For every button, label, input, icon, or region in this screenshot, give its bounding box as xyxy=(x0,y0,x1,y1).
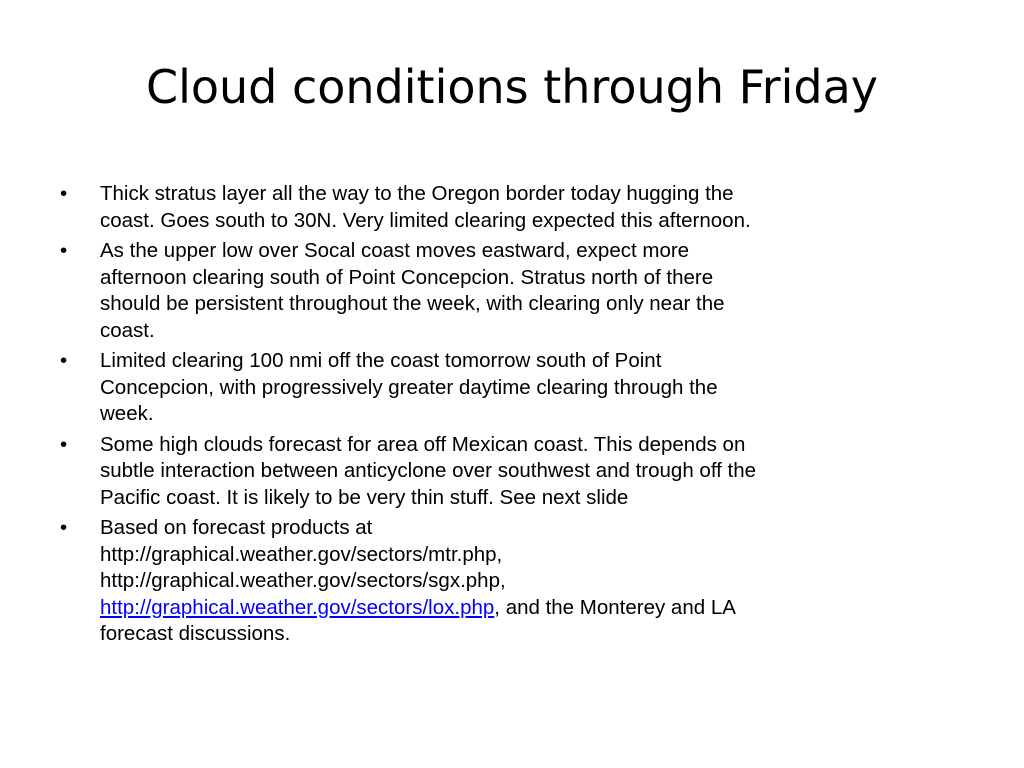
bullet-item xyxy=(60,181,965,234)
bullet-icon: • xyxy=(60,432,68,456)
slide-title: Cloud conditions through Friday xyxy=(145,60,879,114)
bullet-line: As the upper low over Socal coast moves eastward, expect more xyxy=(100,239,690,262)
bullet-line: Concepcion, with progressively greater daytime clearing through the xyxy=(100,375,718,399)
bullet-line: coast. Goes south to 30N. Very limited clearing expected this afternoon. xyxy=(100,208,751,232)
bullet-icon: • xyxy=(60,182,68,205)
bullet-line: subtle interaction between anticyclone over southwest and trough off the xyxy=(100,459,757,482)
bullet-line: Some high clouds forecast for area off Mexican coast. This depends on xyxy=(100,432,746,456)
bullet-icon: • xyxy=(60,239,68,262)
bullet-line: coast. xyxy=(100,318,155,342)
bullet-line: Based on forecast products at xyxy=(100,516,373,539)
bullet-line: afternoon clearing south of Point Concepcion. Stratus north of there xyxy=(100,265,714,289)
bullet-line: http://graphical.weather.gov/sectors/mtr.php, xyxy=(100,542,503,566)
bullet-icon: • xyxy=(60,349,68,372)
bullet-line: forecast discussions. xyxy=(100,622,291,645)
bullet-line-tail: , and the Monterey and LA xyxy=(494,595,736,619)
bullet-item xyxy=(60,348,965,428)
bullet-line: http://graphical.weather.gov/sectors/sgx.php, xyxy=(100,569,506,592)
bullet-line: Pacific coast. It is likely to be very thin stuff. See next slide xyxy=(100,485,629,509)
bullet-line: should be persistent throughout the week, with clearing only near the xyxy=(100,292,725,315)
lox-forecast-link[interactable]: http://graphical.weather.gov/sectors/lox.php xyxy=(100,595,495,619)
bullet-line: Thick stratus layer all the way to the Oregon border today hugging the xyxy=(100,182,734,205)
bullet-item xyxy=(60,238,965,344)
bullet-line: week. xyxy=(100,402,154,425)
bullet-line: Limited clearing 100 nmi off the coast tomorrow south of Point xyxy=(100,349,662,372)
bullet-icon: • xyxy=(60,516,68,539)
bullet-item xyxy=(60,515,965,648)
bullet-line-with-link xyxy=(100,595,965,622)
bullet-item xyxy=(60,432,965,512)
bullet-list xyxy=(60,181,965,652)
